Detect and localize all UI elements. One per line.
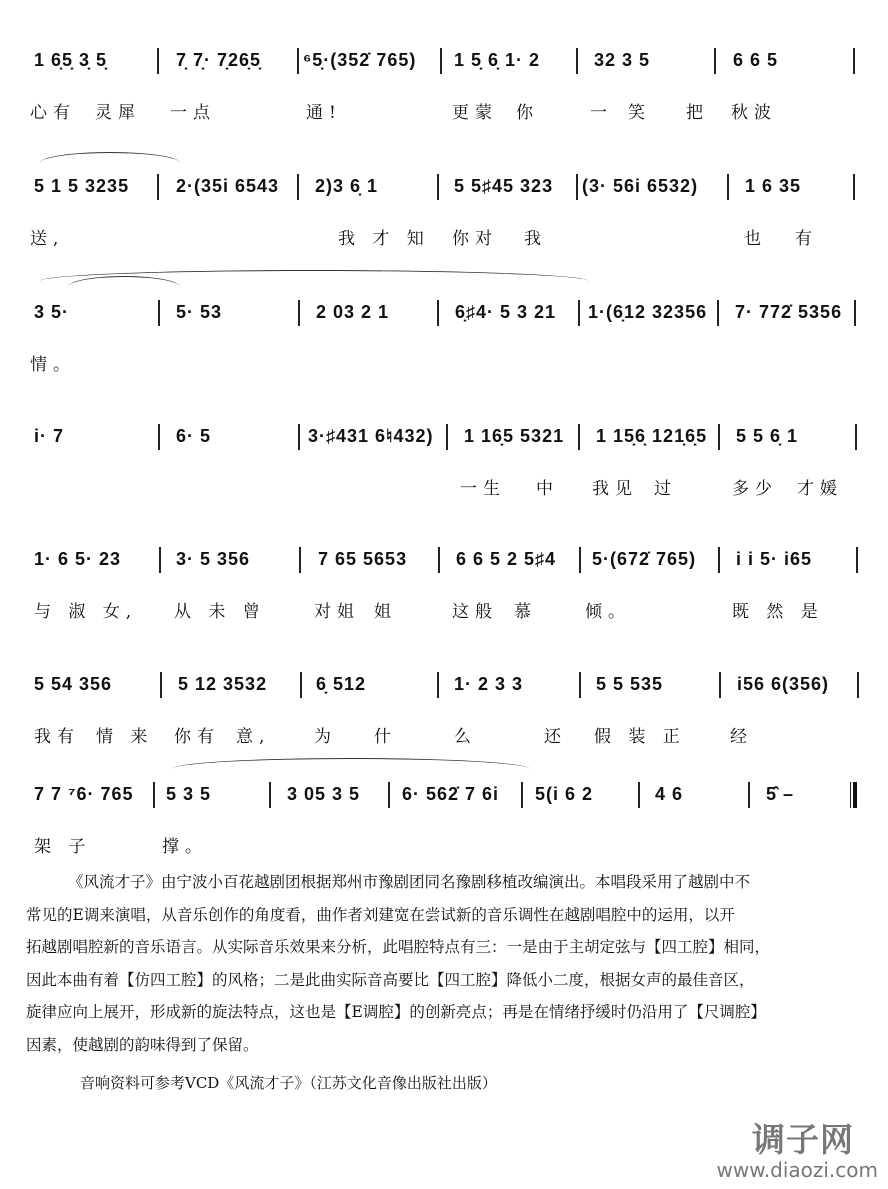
lyric: 灵犀 — [95, 103, 141, 123]
barline — [440, 48, 442, 74]
commentary-line: 因此本曲有着【仿四工腔】的风格；二是此曲实际音高要比【四工腔】降低小二度，根据女声的最佳音区， — [26, 970, 755, 989]
measure: 3·♯431 6♮432) — [308, 426, 434, 446]
score-system-7 — [0, 740, 888, 857]
barline — [300, 672, 302, 698]
lyric: 过 — [654, 479, 677, 499]
measure: (3· 56i 6532) — [582, 176, 699, 196]
measure: 32 3 5 — [594, 50, 651, 70]
barline — [855, 424, 857, 450]
measure: i56 6(356) — [737, 674, 830, 694]
measure: 3 05 3 5 — [287, 784, 361, 804]
slur — [172, 758, 530, 769]
lyric: 我有 — [34, 727, 80, 747]
barline — [298, 424, 300, 450]
barline — [157, 174, 159, 200]
measure: 2·(35i 6543 — [176, 176, 280, 196]
lyric: 中 — [536, 479, 559, 499]
barline — [576, 174, 578, 200]
measure: 1· 2 3 3 — [454, 674, 524, 694]
lyric: 假 装 正 — [594, 727, 686, 747]
lyric: 把 — [686, 103, 709, 123]
lyric: 姐 — [374, 602, 397, 622]
measure: i i 5· i65 — [736, 549, 813, 569]
final-barline-thick — [853, 782, 857, 808]
lyric: 我见 — [592, 479, 638, 499]
lyric: 经 — [730, 727, 753, 747]
measure: 7 7 ⁷6· 765 — [34, 784, 134, 804]
lyric: 还 — [544, 727, 567, 747]
measure: 7· 772̇ 5356 — [735, 302, 843, 322]
lyric: 撑。 — [162, 837, 208, 857]
barline — [717, 300, 719, 326]
commentary-line: 旋律应向上展开，形成新的旋法特点，这也是【E调腔】的创新亮点；再是在情绪抒缓时仍沿用了【尺调腔】 — [26, 1003, 766, 1021]
measure: 6̣♯4· 5 3 21 — [455, 302, 557, 322]
barline — [719, 672, 721, 698]
lyric: 有 — [795, 229, 818, 249]
lyric: 你对 — [452, 229, 498, 249]
barline — [446, 424, 448, 450]
measure: 6· 562̇ 7 6i — [402, 784, 500, 804]
lyric: 为 — [314, 727, 337, 747]
measure: ⁶5̣·(352̇ 765) — [303, 50, 417, 70]
measure: 3 5· — [34, 302, 70, 322]
measure: 5 5 6̣ 1 — [736, 426, 799, 446]
lyric: 既 然 是 — [732, 602, 824, 622]
lyric: 情 来 — [96, 727, 154, 747]
lyric: 我 才 知 — [338, 229, 430, 249]
barline — [638, 782, 640, 808]
barline — [714, 48, 716, 74]
watermark-url[interactable]: www.diaozi.com — [716, 1158, 878, 1182]
lyric: 通! — [306, 103, 342, 123]
measure: 6· 5 — [176, 426, 212, 446]
barline — [158, 300, 160, 326]
barline — [748, 782, 750, 808]
score-system-4 — [0, 382, 888, 499]
measure: 2)3 6̣ 1 — [315, 176, 379, 196]
barline — [718, 424, 720, 450]
watermark-site-name: 调子网 — [752, 1120, 854, 1159]
measure: 1 15̣6̣ 121̣6̣5 — [596, 426, 708, 446]
measure: 6 6 5 — [733, 50, 779, 70]
barline — [854, 300, 856, 326]
lyric: 一点 — [170, 103, 216, 123]
commentary-line: 常见的E调来演唱，从音乐创作的角度看，曲作者刘建宽在尝试新的音乐调性在越剧唱腔中的运用，以开 — [26, 905, 735, 924]
measure: 5 12 3532 — [178, 674, 268, 694]
barline — [297, 48, 299, 74]
measure: 5· 53 — [176, 302, 223, 322]
lyric: 与 淑 女, — [34, 602, 138, 622]
barline — [153, 782, 155, 808]
barline — [158, 424, 160, 450]
score-system-5 — [0, 505, 888, 622]
measure: 4 6 — [655, 784, 684, 804]
barline — [579, 547, 581, 573]
lyric: 多少 — [732, 479, 778, 499]
barline — [297, 174, 299, 200]
measure: 5 5♯45 323 — [454, 176, 554, 196]
measure: 3· 5 356 — [176, 549, 251, 569]
barline — [853, 174, 855, 200]
commentary-line: 《风流才子》由宁波小百花越剧团根据郑州市豫剧团同名豫剧移植改编演出。本唱段采用了越剧中不 — [68, 873, 751, 891]
measure: 5 1 5 3235 — [34, 176, 130, 196]
barline — [578, 424, 580, 450]
commentary-line: 因素，使越剧的韵味得到了保留。 — [26, 1035, 259, 1054]
lyric: 更蒙 — [452, 103, 498, 123]
lyric: 也 — [744, 229, 767, 249]
measure: 7 65 5653 — [318, 549, 408, 569]
lyric: 一 — [590, 103, 613, 123]
measure: 1·(6̣12 32356 — [588, 302, 708, 322]
lyric: 情。 — [30, 355, 76, 375]
barline — [578, 300, 580, 326]
score-system-2 — [0, 132, 888, 249]
barline — [718, 547, 720, 573]
measure: 6 6 5 2 5♯4 — [456, 549, 557, 569]
commentary-paragraph — [26, 866, 864, 1061]
measure: 2 03 2 1 — [316, 302, 390, 322]
barline — [299, 547, 301, 573]
measure: 5 5 535 — [596, 674, 664, 694]
barline — [576, 48, 578, 74]
score-system-6 — [0, 630, 888, 747]
barline — [857, 672, 859, 698]
lyric: 笑 — [628, 103, 651, 123]
lyric: 什 — [374, 727, 397, 747]
lyric: 一生 — [460, 479, 506, 499]
barline — [438, 547, 440, 573]
measure: 1 16̣5 5321 — [464, 426, 565, 446]
barline — [521, 782, 523, 808]
barline — [269, 782, 271, 808]
measure: 1 6̣5̣ 3̣ 5̣ — [34, 50, 108, 70]
score-system-1 — [0, 6, 888, 123]
measure: 1 6 35 — [745, 176, 802, 196]
lyric: 慕 — [514, 602, 537, 622]
slur — [40, 152, 180, 163]
lyric: 送, — [30, 229, 65, 249]
measure: 5·(672̇ 765) — [592, 549, 697, 569]
measure: 5̂ – — [766, 784, 795, 804]
lyric: 对姐 — [314, 602, 360, 622]
lyric: 心有 — [30, 103, 76, 123]
lyric: 这般 — [452, 602, 498, 622]
final-barline-thin — [850, 782, 851, 808]
audio-reference-note: 音响资料可参考VCD《风流才子》（江苏文化音像出版社出版） — [80, 1074, 497, 1092]
measure: 6̣ 512 — [316, 674, 367, 694]
barline — [579, 672, 581, 698]
lyric: 才媛 — [797, 479, 843, 499]
barline — [437, 300, 439, 326]
lyric: 你 — [516, 103, 539, 123]
measure: 5(i 6 2 — [535, 784, 594, 804]
lyric: 从 未 曾 — [174, 602, 266, 622]
measure: i· 7 — [34, 426, 65, 446]
barline — [157, 48, 159, 74]
lyric: 我 — [524, 229, 547, 249]
measure: 1· 6 5· 23 — [34, 549, 122, 569]
barline — [727, 174, 729, 200]
lyric: 架 子 — [34, 837, 92, 857]
measure: 5 3 5 — [166, 784, 212, 804]
barline — [856, 547, 858, 573]
measure: 1 5̣ 6̣ 1· 2 — [454, 50, 541, 70]
lyric: 么 — [454, 727, 477, 747]
commentary-line: 拓越剧唱腔新的音乐语言。从实际音乐效果来分析，此唱腔特点有三：一是由于主胡定弦与【四工腔】相同， — [26, 938, 771, 956]
measure: 5 54 356 — [34, 674, 113, 694]
barline — [160, 672, 162, 698]
barline — [437, 672, 439, 698]
barline — [388, 782, 390, 808]
lyric: 意, — [236, 727, 271, 747]
barline — [437, 174, 439, 200]
score-system-3 — [0, 258, 888, 375]
lyric: 倾。 — [585, 602, 631, 622]
lyric: 秋波 — [731, 103, 777, 123]
measure: 7̣ 7̣· 7̣26̣5̣ — [176, 50, 262, 70]
barline — [159, 547, 161, 573]
barline — [853, 48, 855, 74]
barline — [298, 300, 300, 326]
lyric: 你有 — [174, 727, 220, 747]
